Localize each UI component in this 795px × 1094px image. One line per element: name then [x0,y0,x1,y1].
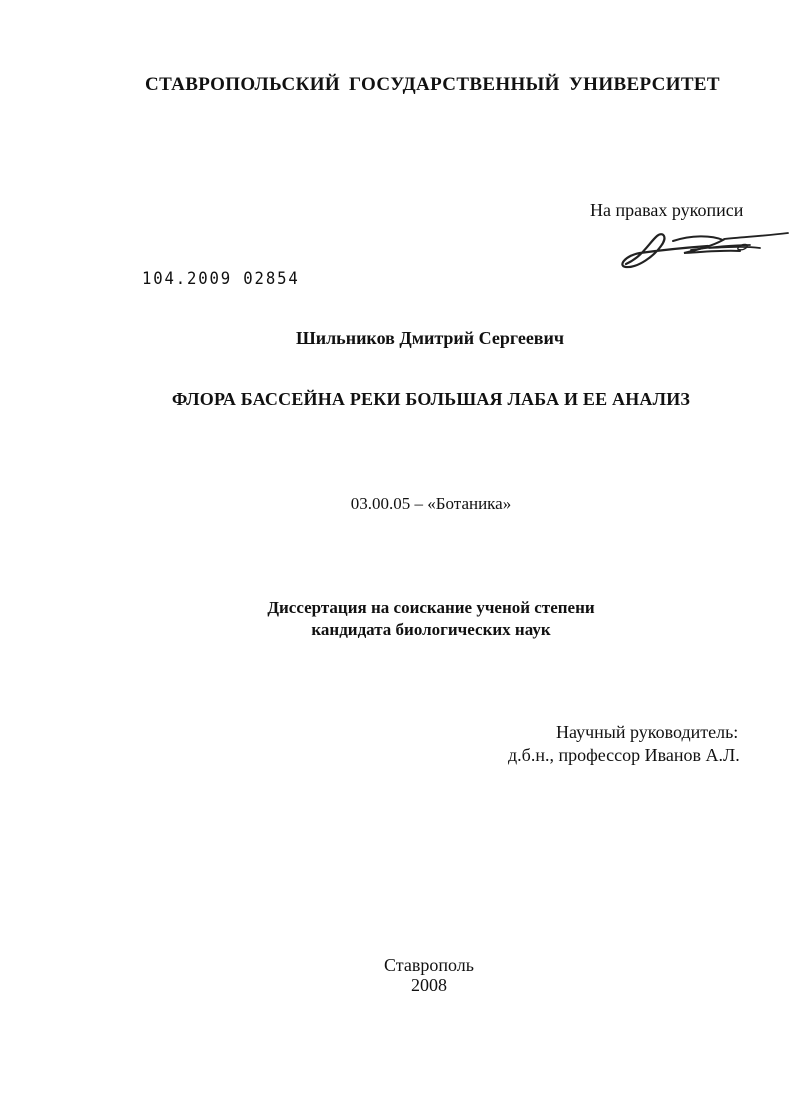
degree-line-1: Диссертация на соискание ученой степени [267,598,595,617]
city-name: Ставрополь [384,955,474,975]
dissertation-title: ФЛОРА БАССЕЙНА РЕКИ БОЛЬШАЯ ЛАБА И ЕЕ АНАЛИЗ [171,389,691,409]
archive-stamp-number: 104.2009 02854 [142,269,300,289]
author-name: Шильников Дмитрий Сергеевич [295,328,565,348]
degree-line-2: кандидата биологических наук [311,620,551,639]
university-name: СТАВРОПОЛЬСКИЙ ГОСУДАРСТВЕННЫЙ УНИВЕРСИТЕТ [145,74,720,95]
year: 2008 [411,975,447,995]
supervisor-name: д.б.н., профессор Иванов А.Л. [508,745,740,765]
supervisor-label: Научный руководитель: [556,722,739,742]
rights-note: На правах рукописи [590,200,744,220]
specialty-code: 03.00.05 – «Ботаника» [350,494,512,513]
handwritten-signature [618,228,790,274]
